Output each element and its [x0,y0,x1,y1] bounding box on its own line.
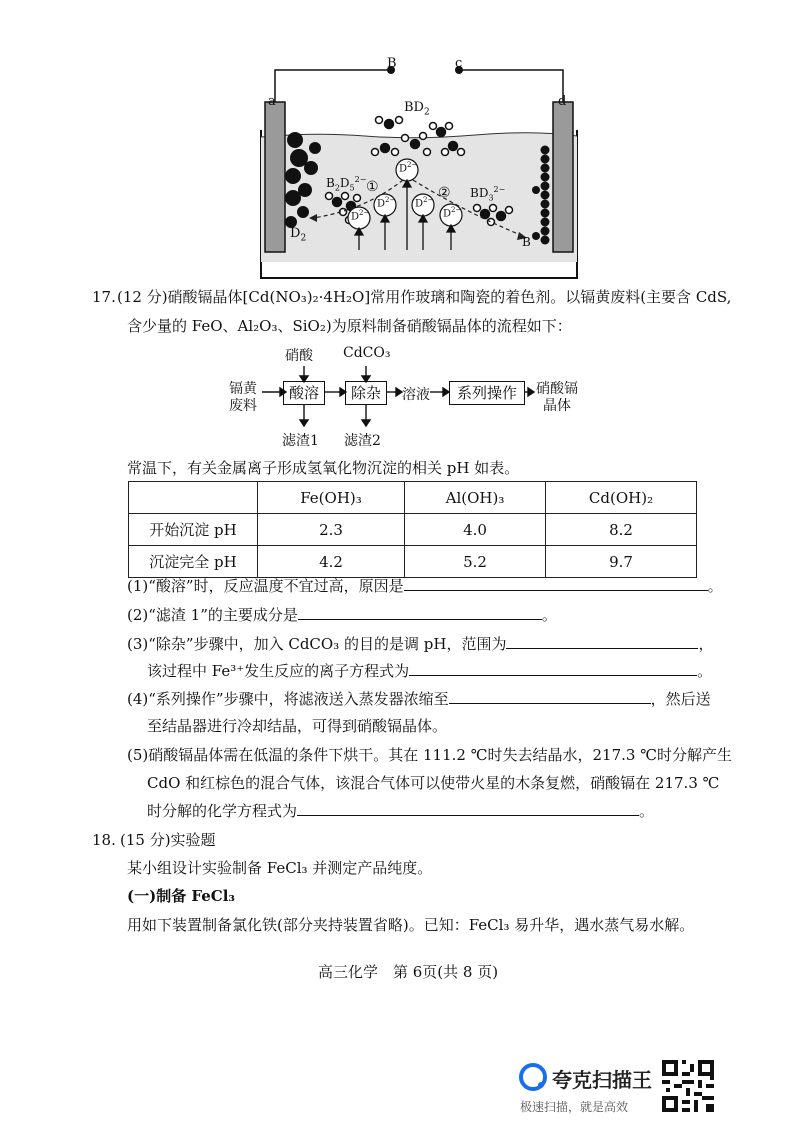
ph-table [128,481,697,578]
q17-number: 17. [92,288,116,306]
ion-label: $D^{2-}$ [399,161,418,175]
table-header-cell [129,482,258,514]
table-cell: 9.7 [546,546,697,578]
table-cell: 4.0 [405,514,546,546]
label-b: B [387,56,397,71]
q17-sub2: (2)“滤渣 1”的主要成分是 。 [127,606,557,624]
q17-sub3-a: (3)“除杂”步骤中，加入 CdCO₃ 的目的是调 pH，范围为 ， [127,635,714,653]
ion-label: $D^{2-}$ [351,209,370,223]
q17-intro-line1: (12 分)硝酸镉晶体[Cd(NO₃)₂·4H₂O]常用作玻璃和陶瓷的着色剂。以镉黄废料(主要含 CdS, [117,288,732,306]
ion-label: $D^{2-}$ [443,206,462,220]
flow-step-purify: 除杂 [345,381,387,405]
q18-number: 18. [92,831,116,849]
q17-sub3-b: 该过程中 Fe³⁺发生反应的离子方程式为 。 [147,662,713,680]
table-header-cell: Cd(OH)₂ [546,482,697,514]
label-c: c [455,56,463,71]
scanner-logo-icon [518,1062,548,1092]
table-cell: 2.3 [258,514,405,546]
answer-blank[interactable] [298,605,542,620]
label-d: d [558,94,567,109]
flow-residue-2: 滤渣2 [344,433,381,449]
table-cell: 8.2 [546,514,697,546]
q17-sub4-a: (4)“系列操作”步骤中，将滤液送入蒸发器浓缩至 ，然后送 [127,690,711,708]
label-bd2: $BD_2$ [404,100,430,118]
flow-arrows [220,360,560,440]
q17-sub5-b: CdO 和红棕色的混合气体，该混合气体可以使带火星的木条复燃，硝酸镉在 217.3 ℃ [147,774,720,792]
table-row [129,514,697,546]
label-circle-1: ① [366,179,379,195]
qr-code-icon [662,1060,714,1112]
q17-sub4-b: 至结晶器进行冷却结晶，可得到硝酸镉晶体。 [147,717,448,735]
table-cell: 沉淀完全 pH [129,546,258,578]
flow-solution: 溶液 [402,387,430,403]
label-d2: $D_2$ [290,226,307,244]
label-b2d5: $B_2D_5^{2-}$ [326,175,367,193]
q17-sub5-a: (5)硝酸镉晶体需在低温的条件下烘干。其在 111.2 ℃时失去结晶水，217.3 ℃时分解产生 [127,746,732,764]
table-cell: 开始沉淀 pH [129,514,258,546]
table-cell: 5.2 [405,546,546,578]
label-bd3: $BD_3^{2-}$ [470,185,506,203]
ion-label: $D^{2-}$ [415,196,434,210]
answer-blank[interactable] [409,661,697,676]
watermark-brand: 夸克扫描王 [552,1068,652,1092]
answer-blank[interactable] [297,801,639,816]
flow-output-1: 硝酸镉 [536,381,578,397]
answer-blank[interactable] [506,634,698,649]
ion-label: $D^{2-}$ [377,196,396,210]
table-caption: 常温下，有关金属离子形成氢氧化物沉淀的相关 pH 如表。 [127,459,520,477]
q18-section-heading: (一)制备 FeCl₃ [127,887,235,905]
label-b-electrode: B [522,235,531,249]
table-header-cell: Al(OH)₃ [405,482,546,514]
label-a: a [268,94,276,109]
flow-input-1: 镉黄 [229,381,257,397]
label-circle-2: ② [438,185,451,201]
flow-step-acid: 酸溶 [283,381,325,405]
answer-blank[interactable] [404,576,708,591]
table-cell: 4.2 [258,546,405,578]
q17-sub1: (1)“酸溶”时，反应温度不宜过高，原因是 。 [127,577,723,595]
flow-step-series: 系列操作 [449,381,525,405]
page-footer: 高三化学 第 6页(共 8 页) [318,963,499,981]
q17-intro-line2: 含少量的 FeO、Al₂O₃、SiO₂)为原料制备硝酸镉晶体的流程如下： [127,317,572,335]
answer-blank[interactable] [449,689,651,704]
flow-reagent-2: CdCO₃ [343,345,391,361]
flow-residue-1: 滤渣1 [282,433,319,449]
table-header-row [129,482,697,514]
watermark-slogan: 极速扫描，就是高效 [520,1100,629,1114]
flow-reagent-1: 硝酸 [285,348,313,364]
table-header-cell: Fe(OH)₃ [258,482,405,514]
q18-title: (15 分)实验题 [120,831,216,849]
q18-line2: 用如下装置制备氯化铁(部分夹持装置省略)。已知：FeCl₃ 易升华，遇水蒸气易水解。 [127,916,695,934]
flow-output-2: 晶体 [543,398,571,414]
q17-sub5-c: 时分解的化学方程式为 。 [147,802,655,820]
q18-line1: 某小组设计实验制备 FeCl₃ 并测定产品纯度。 [127,859,433,877]
table-row [129,546,697,578]
flow-input-2: 废料 [229,398,257,414]
